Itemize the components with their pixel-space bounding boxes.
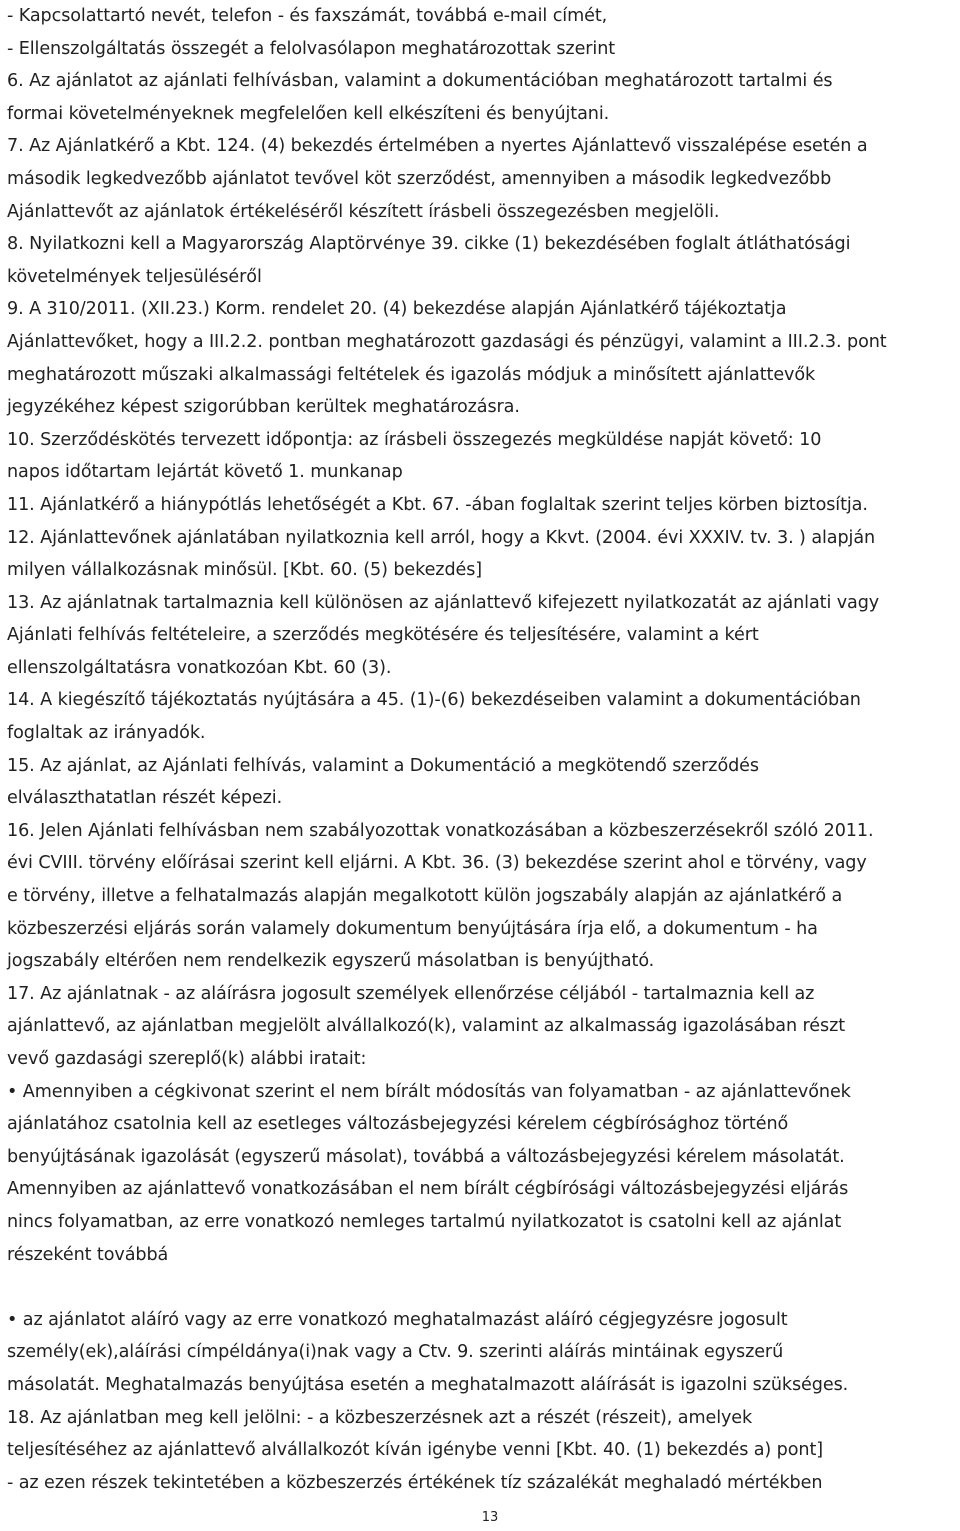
text-line: 7. Az Ajánlatkérő a Kbt. 124. (4) bekezdés értelmében a nyertes Ajánlattevő visszalépése esetén a [7,136,868,157]
text-line: napos időtartam lejártát követő 1. munkanap [7,462,403,483]
text-line: Ajánlati felhívás feltételeire, a szerződés megkötésére és teljesítésére, valamint a kért [7,625,759,646]
text-line: elválaszthatatlan részét képezi. [7,788,283,809]
text-line: második legkedvezőbb ajánlatot tevővel köt szerződést, amennyiben a második legkedvezőbb [7,168,832,189]
text-line: Amennyiben az ajánlattevő vonatkozásában el nem bírált cégbírósági változásbejegyzési eljárás [7,1179,849,1200]
text-line: Ajánlattevőt az ajánlatok értékeléséről készített írásbeli összegezésben megjelöli. [7,201,720,222]
text-line: formai követelményeknek megfelelően kell elkészíteni és benyújtani. [7,103,610,124]
text-line: teljesítéséhez az ajánlattevő alvállalkozót kíván igénybe venni [Kbt. 40. (1) bekezdés a) pont] [7,1440,824,1461]
text-line: milyen vállalkozásnak minősül. [Kbt. 60. (5) bekezdés] [7,560,483,581]
text-line: meghatározott műszaki alkalmassági feltételek és igazolás módjuk a minősített ajánlattevők [7,364,816,385]
text-line [7,1271,957,1304]
text-line: foglaltak az irányadók. [7,723,206,744]
text-line: 15. Az ajánlat, az Ajánlati felhívás, valamint a Dokumentáció a megkötendő szerződés [7,755,759,776]
text-line: 10. Szerződéskötés tervezett időpontja: az írásbeli összegezés megküldése napját követő: 10 [7,429,822,450]
text-line: évi CVIII. törvény előírásai szerint kell eljárni. A Kbt. 36. (3) bekezdése szerint ahol e törvény, vagy [7,853,867,874]
text-line: • az ajánlatot aláíró vagy az erre vonatkozó meghatalmazást aláíró cégjegyzésre jogosult [7,1309,788,1330]
text-line: 12. Ajánlattevőnek ajánlatában nyilatkoznia kell arról, hogy a Kkvt. (2004. évi XXXIV. tv. 3. ) alapján [7,527,876,548]
document-body [7,0,957,1499]
text-line: követelmények teljesüléséről [7,266,262,287]
text-line: 16. Jelen Ajánlati felhívásban nem szabályozottak vonatkozásában a közbeszerzésekről szóló 2011. [7,820,874,841]
text-line: vevő gazdasági szereplő(k) alábbi iratait: [7,1049,367,1069]
text-line: 8. Nyilatkozni kell a Magyarország Alaptörvénye 39. cikke (1) bekezdésében foglalt átláthatósági [7,234,851,255]
text-line: személy(ek),aláírási címpéldánya(i)nak vagy a Ctv. 9. szerinti aláírás mintáinak egyszerű [7,1342,784,1363]
text-line: ajánlatához csatolnia kell az esetleges változásbejegyzési kérelem cégbírósághoz történő [7,1114,789,1135]
text-line: jegyzékéhez képest szigorúbban kerültek meghatározásra. [7,397,520,418]
text-line: nincs folyamatban, az erre vonatkozó nemleges tartalmú nyilatkozatot is csatolni kell az ajánlat [7,1211,842,1232]
text-line: 13. Az ajánlatnak tartalmaznia kell különösen az ajánlattevő kifejezett nyilatkozatát az ajánlati vagy [7,592,880,613]
text-line: 9. A 310/2011. (XII.23.) Korm. rendelet 20. (4) bekezdése alapján Ajánlatkérő tájékoztatja [7,299,787,320]
text-line: e törvény, illetve a felhatalmazás alapján megalkotott külön jogszabály alapján az ajánlatkérő a [7,886,843,907]
text-line: jogszabály eltérően nem rendelkezik egyszerű másolatban is benyújtható. [7,951,655,972]
text-line: Ajánlattevőket, hogy a III.2.2. pontban meghatározott gazdasági és pénzügyi, valamint a III.2.3. pont [7,331,887,352]
text-line: - Ellenszolgáltatás összegét a felolvasólapon meghatározottak szerint [7,38,616,59]
text-line: - az ezen részek tekintetében a közbeszerzés értékének tíz százalékát meghaladó mértékben [7,1472,823,1493]
text-line: • Amennyiben a cégkivonat szerint el nem bírált módosítás van folyamatban - az ajánlattevőnek [7,1081,851,1102]
text-line: - Kapcsolattartó nevét, telefon - és faxszámát, továbbá e-mail címét, [7,6,608,26]
text-line: részeként továbbá [7,1244,169,1265]
text-line: 11. Ajánlatkérő a hiánypótlás lehetőségét a Kbt. 67. -ában foglaltak szerint teljes körben biztosítja. [7,494,868,515]
text-line: 17. Az ajánlatnak - az aláírásra jogosult személyek ellenőrzése céljából - tartalmaznia kell az [7,983,815,1004]
page-number: 13 [481,1510,499,1525]
text-line: ellenszolgáltatásra vonatkozóan Kbt. 60 (3). [7,657,392,678]
text-line: benyújtásának igazolását (egyszerű másolat), továbbá a változásbejegyzési kérelem másolatát. [7,1146,845,1167]
text-line: 18. Az ajánlatban meg kell jelölni: - a közbeszerzésnek azt a részét (részeit), amelyek [7,1407,753,1428]
text-line: ajánlattevő, az ajánlatban megjelölt alvállalkozó(k), valamint az alkalmasság igazolásában részt [7,1016,846,1037]
text-line: 14. A kiegészítő tájékoztatás nyújtására a 45. (1)-(6) bekezdéseiben valamint a dokumentációban [7,690,861,711]
text-line: 6. Az ajánlatot az ajánlati felhívásban, valamint a dokumentációban meghatározott tartalmi és [7,71,833,92]
text-line: közbeszerzési eljárás során valamely dokumentum benyújtására írja elő, a dokumentum - ha [7,918,818,939]
text-line: másolatát. Meghatalmazás benyújtása esetén a meghatalmazott aláírását is igazolni szükséges. [7,1374,849,1395]
